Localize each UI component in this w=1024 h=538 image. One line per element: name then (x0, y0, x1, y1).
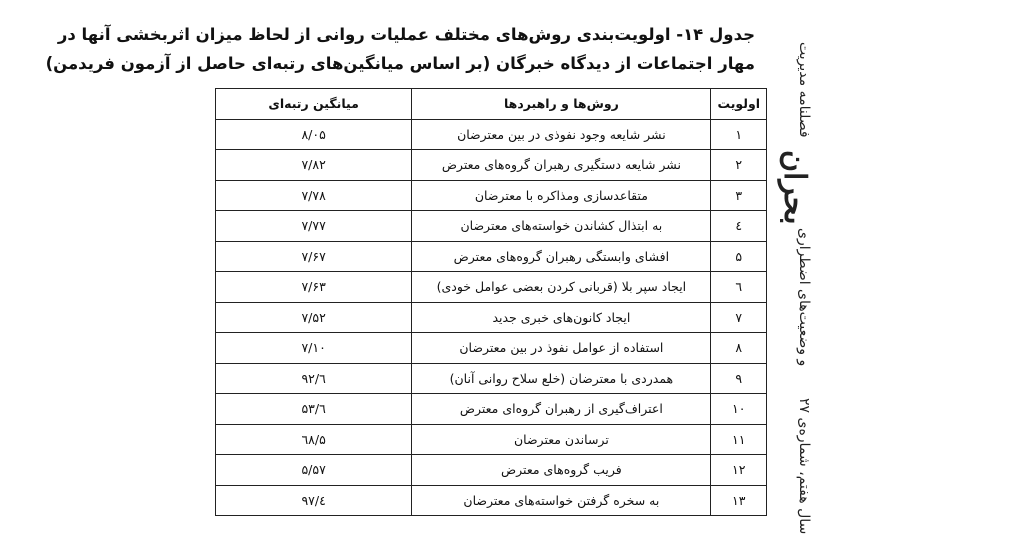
table-row (216, 363, 767, 394)
caption-line-1: جدول ۱۴- اولویت‌بندی روش‌های مختلف عملیات روانی از لحاظ میزان اثربخشی آنها در (57, 25, 755, 44)
cell-mean: ۷/۶۷ (216, 241, 412, 272)
header-method: روش‌ها و راهبردها (412, 89, 711, 120)
cell-mean: ۷/۵۲ (216, 302, 412, 333)
journal-name: فصلنامه مدیریت (796, 42, 812, 138)
header-mean: میانگین رتبه‌ای (216, 89, 412, 120)
cell-rank: ۷ (711, 302, 767, 333)
cell-rank: ۲ (711, 150, 767, 181)
cell-mean: ۷/۱۰ (216, 333, 412, 364)
table-row (216, 302, 767, 333)
cell-method: فریب گروه‌های معترض (412, 455, 711, 486)
cell-rank: ۱۱ (711, 424, 767, 455)
cell-mean: ۷/۷۸ (216, 180, 412, 211)
cell-rank: ۳ (711, 180, 767, 211)
issue-info: سال هفتم، شماره‌ی ۲۷ (796, 398, 812, 535)
cell-method: استفاده از عوامل نفوذ در بین معترضان (412, 333, 711, 364)
cell-method: همدردی با معترضان (خلع سلاح روانی آنان) (412, 363, 711, 394)
cell-method: افشای وابستگی رهبران گروه‌های معترض (412, 241, 711, 272)
cell-mean: ۷/۸۲ (216, 150, 412, 181)
cell-mean: ٤/۹۷ (216, 485, 412, 516)
cell-method: ترساندن معترضان (412, 424, 711, 455)
table-row (216, 211, 767, 242)
table-row (216, 333, 767, 364)
table-row (216, 485, 767, 516)
cell-rank: ۸ (711, 333, 767, 364)
cell-rank: ٦ (711, 272, 767, 303)
table-caption (45, 20, 755, 78)
priority-table (215, 88, 767, 516)
cell-method: ایجاد کانون‌های خبری جدید (412, 302, 711, 333)
table-row (216, 241, 767, 272)
cell-rank: ۹ (711, 363, 767, 394)
cell-mean: ۷/۷۷ (216, 211, 412, 242)
table-row (216, 424, 767, 455)
table-row (216, 150, 767, 181)
cell-method: نشر شایعه وجود نفوذی در بین معترضان (412, 119, 711, 150)
cell-mean: ۸/۰۵ (216, 119, 412, 150)
cell-mean: ۵/۵۷ (216, 455, 412, 486)
header-rank: اولویت (711, 89, 767, 120)
table-header-row (216, 89, 767, 120)
cell-method: به سخره گرفتن خواسته‌های معترضان (412, 485, 711, 516)
caption-line-2: مهار اجتماعات از دیدگاه خبرگان (بر اساس میانگین‌های رتبه‌ای حاصل از آزمون فریدمن) (45, 54, 755, 73)
cell-method: ایجاد سپر بلا (قربانی کردن بعضی عوامل خودی) (412, 272, 711, 303)
journal-logo: بحران (777, 150, 812, 225)
table-row (216, 272, 767, 303)
table-row (216, 455, 767, 486)
cell-rank: ۱ (711, 119, 767, 150)
table-row (216, 394, 767, 425)
cell-rank: ۵ (711, 241, 767, 272)
cell-rank: ۱۰ (711, 394, 767, 425)
cell-method: اعتراف‌گیری از رهبران گروه‌ای معترض (412, 394, 711, 425)
cell-mean: ٦/۹۲ (216, 363, 412, 394)
cell-mean: ۵/٦۸ (216, 424, 412, 455)
cell-rank: ۱۳ (711, 485, 767, 516)
table-row (216, 180, 767, 211)
cell-rank: ٤ (711, 211, 767, 242)
cell-mean: ۷/۶۳ (216, 272, 412, 303)
table-row (216, 119, 767, 150)
cell-rank: ۱۲ (711, 455, 767, 486)
cell-method: نشر شایعه دستگیری رهبران گروه‌های معترض (412, 150, 711, 181)
cell-mean: ٦/۵۳ (216, 394, 412, 425)
journal-subtitle: و وضعیت‌های اضطراری (796, 228, 812, 367)
cell-method: متقاعدسازی ومذاکره با معترضان (412, 180, 711, 211)
cell-method: به ابتذال کشاندن خواسته‌های معترضان (412, 211, 711, 242)
